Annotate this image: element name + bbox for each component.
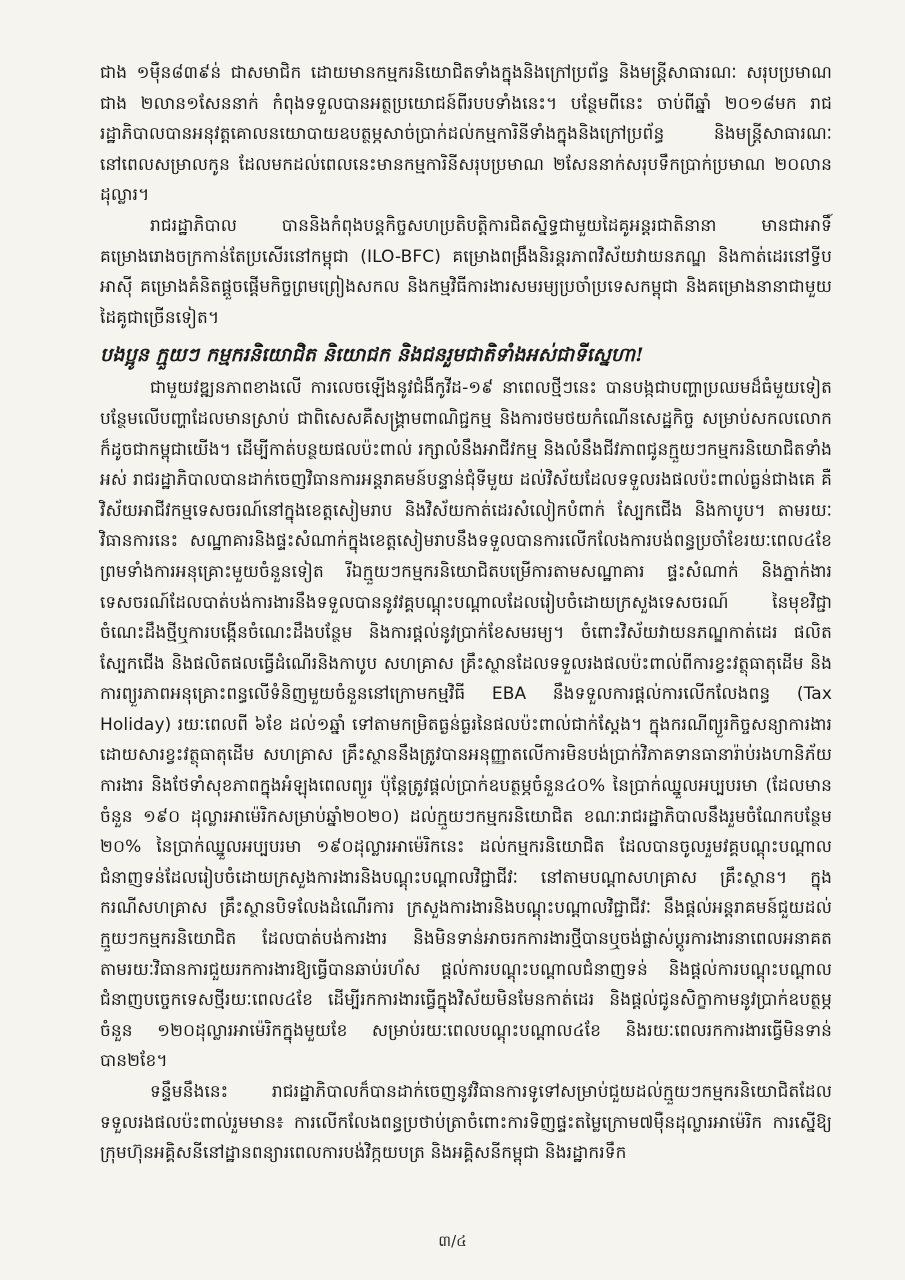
paragraph-social-security: ជាង ១ម៉ឺន៨៣៩ន់ ជាសមាជិក ដោយមានកម្មករនិយោជិតទាំងក្នុងនិងក្រៅប្រព័ន្ធ និងមន្ត្រីសាធារណៈ សរុបប្រមាណជាង ២លាន១សែននាក់ កំពុងទទួលបានអត្ថប្រយោជន៍ពីរបបទាំងនេះ។ បន្ថែមពីនេះ ចាប់ពីឆ្នាំ ២០១៨មក រាជរដ្ឋាភិបាលបានអនុវត្តគោលនយោបាយឧបត្ថម្ភសាច់ប្រាក់ដល់កម្មការិនីទាំងក្នុងនិងក្រៅប្រព័ន្ធ និងមន្ត្រីសាធារណៈ នៅពេលសម្រាលកូន ដែលមកដល់ពេលនេះមានកម្មការិនីសរុបប្រមាណ ២សែននាក់សរុបទឹកប្រាក់ប្រមាណ ២០លានដុល្លារ។ <box>100 63 832 206</box>
page-number: ៣/៤ <box>438 1232 467 1250</box>
document-page <box>100 58 832 1258</box>
section-heading: បងប្អូន ក្មួយៗ កម្មករនិយោជិត និយោជក និងជនរួមជាតិទាំងអស់ជាទីស្នេហា! <box>100 344 644 367</box>
paragraph-covid-measures: ជាមួយវឌ្ឍនភាពខាងលើ ការលេចឡើងនូវជំងឺកូវីដ-១៩ នាពេលថ្មីៗនេះ បានបង្កជាបញ្ហាប្រឈមដ៏ធំមួយទៀត បន្ថែមលើបញ្ហាដែលមានស្រាប់ ជាពិសេសគឺសង្គ្រាមពាណិជ្ជកម្ម និងការថមថយកំណើនសេដ្ឋកិច្ច សម្រាប់សកលលោកក៏ដូចជាកម្ពុជាយើង។ ដើម្បីកាត់បន្ថយផលប៉ះពាល់ រក្សាលំនឹងអាជីវកម្ម និងលំនឹងជីវភាពជូនក្មួយៗកម្មករនិយោជិតទាំងអស់ រាជរដ្ឋាភិបាលបានដាក់ចេញវិធានការអន្តរាគមន៍បន្ទាន់ជុំទីមួយ ដល់វិស័យដែលទទួលរងផលប៉ះពាល់ធ្ងន់ជាងគេ គឺវិស័យអាជីវកម្មទេសចរណ៍នៅក្នុងខេត្តសៀមរាប និងវិស័យកាត់ដេរសំលៀកបំពាក់ ស្បែកជើង និងកាបូប។ តាមរយៈវិធានការនេះ សណ្ឋាគារនិងផ្ទះសំណាក់ក្នុងខេត្តសៀមរាបនឹងទទួលបានការលើកលែងការបង់ពន្ធប្រចាំខែរយៈពេល៤ខែ ព្រមទាំងការអនុគ្រោះមួយចំនួនទៀត រីឯក្មួយៗកម្មករនិយោជិតបម្រើការតាមសណ្ឋាគារ ផ្ទះសំណាក់ និងភ្នាក់ងារទេសចរណ៍ដែលបាត់បង់ការងារនឹងទទួលបាននូវវគ្គបណ្តុះបណ្តាលដែលរៀបចំដោយក្រសួងទេសចរណ៍ នៃមុខវិជ្ជាចំណេះដឹងថ្មីឬការបង្កើនចំណេះដឹងបន្ថែម និងការផ្តល់នូវប្រាក់ខែសមរម្យ។ ចំពោះវិស័យវាយនភណ្ឌកាត់ដេរ ផលិតស្បែកជើង និងផលិតផលធ្វើដំណើរនិងកាបូប សហគ្រាស គ្រឹះស្ថានដែលទទួលរងផលប៉ះពាល់ពីការខ្វះវត្ថុធាតុដើម និងការព្យួរភាពអនុគ្រោះពន្ធលើទំនិញមួយចំនួននៅក្រោមកម្មវិធី EBA នឹងទទួលការផ្តល់ការលើកលែងពន្ធ (Tax Holiday) រយៈពេលពី ៦ខែ ដល់១ឆ្នាំ ទៅតាមកម្រិតធ្ងន់ធ្ងរនៃផលប៉ះពាល់ជាក់ស្តែង។ ក្នុងករណីព្យួរកិច្ចសន្យាការងារដោយសារខ្វះវត្ថុធាតុដើម សហគ្រាស គ្រឹះស្ថាននឹងត្រូវបានអនុញ្ញាតលើការមិនបង់ប្រាក់វិភាគទានធានារ៉ាប់រងហានិភ័យការងារ និងថែទាំសុខភាពក្នុងអំឡុងពេលព្យួរ ប៉ុន្តែត្រូវផ្តល់ប្រាក់ឧបត្ថម្ភចំនួន៤០% នៃប្រាក់ឈ្នួលអប្បបរមា (ដែលមានចំនួន ១៩០ ដុល្លារអាម៉េរិកសម្រាប់ឆ្នាំ២០២០) ដល់ក្មួយៗកម្មករនិយោជិត ខណៈរាជរដ្ឋាភិបាលនឹងរួមចំណែកបន្ថែម ២០% នៃប្រាក់ឈ្នួលអប្បបរមា ១៩០ដុល្លារអាម៉េរិកនេះ ដល់កម្មករនិយោជិត ដែលបានចូលរួមវគ្គបណ្តុះបណ្តាលជំនាញទន់ដែលរៀបចំដោយក្រសួងការងារនិងបណ្តុះបណ្តាលវិជ្ជាជីវៈ នៅតាមបណ្តាសហគ្រាស គ្រឹះស្ថាន។ ក្នុងករណីសហគ្រាស គ្រឹះស្ថានបិទលែងដំណើរការ ក្រសួងការងារនិងបណ្តុះបណ្តាលវិជ្ជាជីវៈ នឹងផ្តល់អន្តរាគមន៍ជួយដល់ក្មួយៗកម្មករនិយោជិត ដែលបាត់បង់ការងារ និងមិនទាន់អាចរកការងារថ្មីបានឬចង់ផ្លាស់ប្តូរការងារនាពេលអនាគត តាមរយៈវិធានការជួយរកការងារឱ្យធ្វើបានឆាប់រហ័ស ផ្តល់ការបណ្តុះបណ្តាលជំនាញទន់ និងផ្តល់ការបណ្តុះបណ្តាលជំនាញបច្ចេកទេសថ្មីរយៈពេល៤ខែ ដើម្បីរកការងារធ្វើក្នុងវិស័យមិនមែនកាត់ដេរ និងផ្តល់ជូនសិក្ខាកាមនូវប្រាក់ឧបត្ថម្ភចំនួន ១២០ដុល្លារអាម៉េរិកក្នុងមួយខែ សម្រាប់រយៈពេលបណ្តុះបណ្តាល៤ខែ និងរយៈពេលរកការងារធ្វើមិនទាន់បាន២ខែ។ <box>100 378 832 1072</box>
paragraph-international-cooperation: រាជរដ្ឋាភិបាល បាននិងកំពុងបន្តកិច្ចសហប្រតិបត្តិការជិតស្និទ្ធជាមួយដៃគូអន្តរជាតិនានា មានជាអាទិ៍ គម្រោងរោងចក្រកាន់តែប្រសើរនៅកម្ពុជា (ILO-BFC) គម្រោងពង្រឹងនិរន្តរភាពវិស័យវាយនភណ្ឌ និងកាត់ដេរនៅទ្វីបអាស៊ី គម្រោងគំនិតផ្តួចផ្តើមកិច្ចព្រមព្រៀងសកល និងកម្មវិធីការងារសមរម្យប្រចាំប្រទេសកម្ពុជា និងគម្រោងនានាជាមួយដៃគូជាច្រើនទៀត។ <box>100 215 832 328</box>
paragraph-general-measures: ទន្ទឹមនឹងនេះ រាជរដ្ឋាភិបាលក៏បានដាក់ចេញនូវវិធានការទូទៅសម្រាប់ជួយដល់ក្មួយៗកម្មករនិយោជិតដែលទទួលរងផលប៉ះពាល់រួមមាន៖ ការលើកលែងពន្ធប្រថាប់ត្រាចំពោះការទិញផ្ទះតម្លៃក្រោម៧ម៉ឺនដុល្លារអាម៉េរិក ការស្នើឱ្យក្រុមហ៊ុនអគ្គិសនីនៅដ្ឋានពន្យារពេលការបង់វិក្កយបត្រ និងអគ្គិសនីកម្ពុជា និងរដ្ឋាករទឹក <box>100 1082 832 1164</box>
